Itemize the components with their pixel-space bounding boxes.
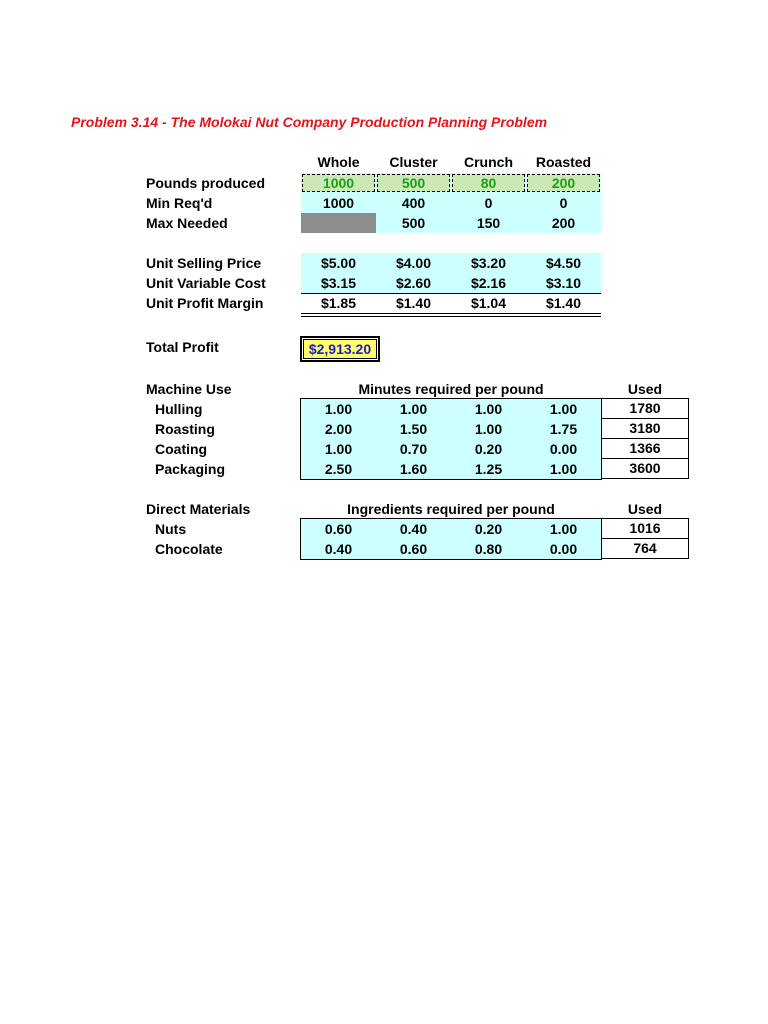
input-pounds-whole[interactable]: 1000 [302, 174, 375, 192]
margin-double-rule-1 [301, 313, 601, 314]
machine-hulling-whole: 1.00 [324, 401, 353, 417]
input-pounds-roasted[interactable]: 200 [527, 174, 600, 192]
machine-packaging-crunch: 1.25 [474, 461, 503, 477]
used-chocolate: 764 [601, 538, 689, 559]
machine-roasting-roasted: 1.75 [549, 421, 578, 437]
margin-whole: $1.85 [320, 295, 357, 311]
materials-chocolate-crunch: 0.80 [474, 541, 503, 557]
materials-chocolate-whole: 0.40 [324, 541, 353, 557]
label-packaging: Packaging [155, 461, 226, 477]
machine-roasting-crunch: 1.00 [474, 421, 503, 437]
materials-nuts-cluster: 0.40 [399, 521, 428, 537]
materials-chocolate-roasted: 0.00 [549, 541, 578, 557]
machine-roasting-cluster: 1.50 [399, 421, 428, 437]
used-roasting: 3180 [601, 418, 689, 439]
used-nuts: 1016 [601, 518, 689, 539]
machine-header: Minutes required per pound [358, 381, 544, 397]
machine-used-header: Used [627, 381, 663, 397]
materials-nuts-whole: 0.60 [324, 521, 353, 537]
margin-crunch: $1.04 [470, 295, 507, 311]
max-crunch: 150 [476, 215, 501, 231]
cost-crunch: $2.16 [470, 275, 507, 291]
label-unit-profit-margin: Unit Profit Margin [146, 295, 264, 311]
input-pounds-cluster[interactable]: 500 [377, 174, 450, 192]
used-packaging: 3600 [601, 458, 689, 479]
machine-hulling-cluster: 1.00 [399, 401, 428, 417]
cost-whole: $3.15 [320, 275, 357, 291]
margin-double-rule-2 [301, 316, 601, 317]
machine-packaging-cluster: 1.60 [399, 461, 428, 477]
col-header-whole: Whole [317, 154, 360, 170]
materials-header: Ingredients required per pound [347, 501, 555, 517]
price-roasted: $4.50 [545, 255, 582, 271]
label-unit-selling-price: Unit Selling Price [146, 255, 262, 271]
machine-roasting-whole: 2.00 [324, 421, 353, 437]
label-roasting: Roasting [155, 421, 215, 437]
col-header-cluster: Cluster [389, 154, 438, 170]
label-min-reqd: Min Req'd [146, 195, 213, 211]
label-unit-variable-cost: Unit Variable Cost [146, 275, 266, 291]
label-machine-use: Machine Use [146, 381, 232, 397]
label-total-profit: Total Profit [146, 339, 219, 355]
machine-coating-cluster: 0.70 [399, 441, 428, 457]
label-pounds-produced: Pounds produced [146, 175, 265, 191]
input-pounds-crunch[interactable]: 80 [452, 174, 525, 192]
cost-roasted: $3.10 [545, 275, 582, 291]
page-title: Problem 3.14 - The Molokai Nut Company Production Planning Problem [71, 114, 548, 130]
machine-coating-crunch: 0.20 [474, 441, 503, 457]
min-crunch: 0 [484, 195, 493, 211]
machine-hulling-crunch: 1.00 [474, 401, 503, 417]
machine-packaging-roasted: 1.00 [549, 461, 578, 477]
label-nuts: Nuts [155, 521, 187, 537]
machine-packaging-whole: 2.50 [324, 461, 353, 477]
used-hulling: 1780 [601, 398, 689, 419]
label-coating: Coating [155, 441, 208, 457]
min-whole: 1000 [322, 195, 355, 211]
label-hulling: Hulling [155, 401, 203, 417]
price-whole: $5.00 [320, 255, 357, 271]
materials-nuts-crunch: 0.20 [474, 521, 503, 537]
margin-cluster: $1.40 [395, 295, 432, 311]
label-max-needed: Max Needed [146, 215, 228, 231]
materials-used-header: Used [627, 501, 663, 517]
max-whole-blocked [301, 213, 376, 233]
col-header-crunch: Crunch [464, 154, 513, 170]
used-coating: 1366 [601, 438, 689, 459]
col-header-roasted: Roasted [535, 154, 592, 170]
materials-chocolate-cluster: 0.60 [399, 541, 428, 557]
total-profit-value[interactable]: $2,913.20 [300, 336, 380, 362]
max-roasted: 200 [551, 215, 576, 231]
cost-cluster: $2.60 [395, 275, 432, 291]
machine-coating-roasted: 0.00 [549, 441, 578, 457]
materials-nuts-roasted: 1.00 [549, 521, 578, 537]
label-chocolate: Chocolate [155, 541, 223, 557]
label-direct-materials: Direct Materials [146, 501, 251, 517]
price-crunch: $3.20 [470, 255, 507, 271]
max-cluster: 500 [401, 215, 426, 231]
min-cluster: 400 [401, 195, 426, 211]
price-cluster: $4.00 [395, 255, 432, 271]
min-roasted: 0 [559, 195, 568, 211]
machine-coating-whole: 1.00 [324, 441, 353, 457]
margin-roasted: $1.40 [545, 295, 582, 311]
machine-hulling-roasted: 1.00 [549, 401, 578, 417]
